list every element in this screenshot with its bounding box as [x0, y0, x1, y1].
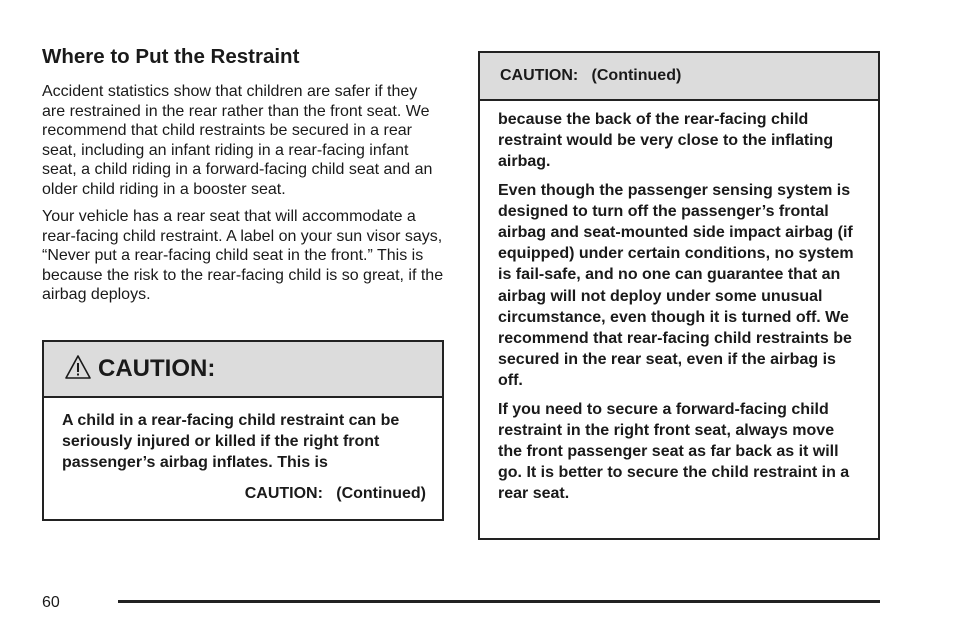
- caution-paragraph: Even though the passenger sensing system is designed to turn off the passenger’s frontal airbag and seat-mounted side impact airbag (if equipped) under certain conditions, no system is fail-safe, and no one can guarantee that an airbag will not deploy under some unusual circumstance, even though it is turned off. We recommend that rear-facing child restraints be secured in the rear seat, even if the airbag is off.: [498, 181, 854, 390]
- caution-continued-box: [478, 51, 880, 540]
- body-paragraph: Accident statistics show that children are safer if they are restrained in the rear rather than the front seat. We recommend that child restraints be secured in a rear seat, including an infant riding in a rear-facing infant seat, a child riding in a forward-facing child seat and an older child riding in a booster seat.: [42, 83, 433, 198]
- page-number: 60: [42, 594, 60, 611]
- warning-triangle-icon: [64, 354, 92, 380]
- caution-box: [42, 340, 444, 521]
- caution-title: CAUTION:: [98, 355, 216, 382]
- continued-label: CAUTION: (Continued): [244, 485, 426, 502]
- caution-header: [44, 342, 442, 398]
- section-title: Where to Put the Restraint: [42, 45, 300, 68]
- caution-continued-body: [480, 101, 878, 505]
- left-column: [42, 44, 444, 313]
- caution-continued-header: CAUTION: (Continued): [480, 53, 878, 101]
- body-paragraph: Your vehicle has a rear seat that will accommodate a rear-facing child restraint. A label on your sun visor says, “Never put a rear-facing child seat in the front.” This is because the risk to the rear-facing child is so great, if the airbag deploys.: [42, 208, 444, 303]
- caution-paragraph: If you need to secure a forward-facing child restraint in the right front seat, always move the front passenger seat as far back as it will go. It is better to secure the child restraint in a rear seat.: [498, 400, 850, 503]
- caution-paragraph: because the back of the rear-facing child restraint would be very close to the inflating airbag.: [498, 111, 834, 171]
- footer-rule: [118, 600, 880, 603]
- caution-body: A child in a rear-facing child restraint can be seriously injured or killed if the right front passenger’s airbag inflates. This is: [62, 412, 400, 471]
